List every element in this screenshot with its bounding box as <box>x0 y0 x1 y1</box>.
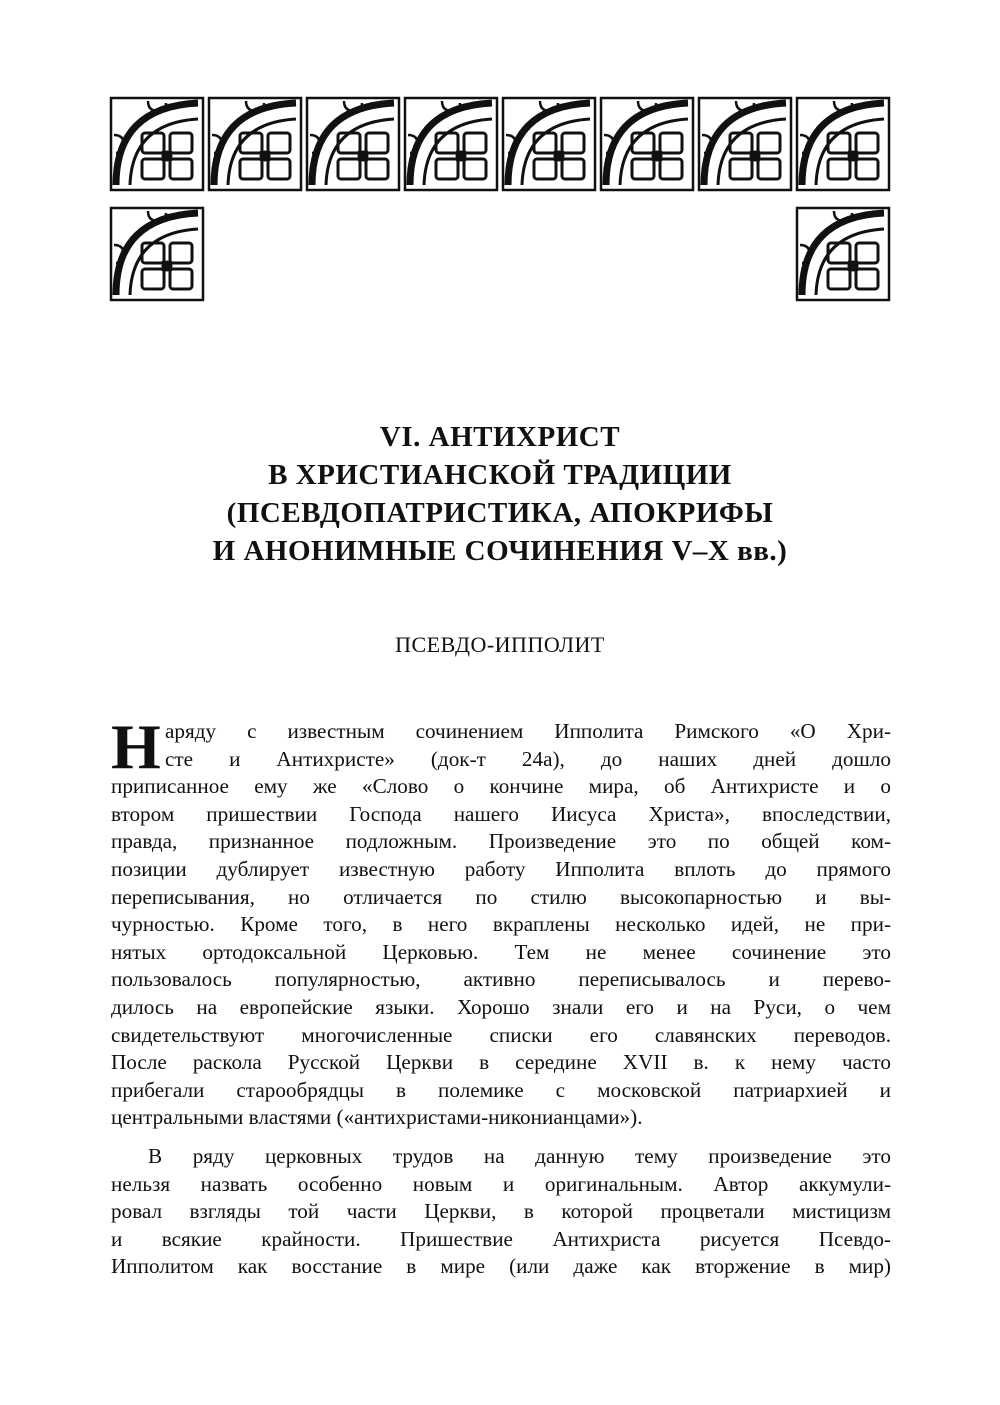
text-line: нятых ортодоксальной Церковью. Тем не менее сочинение это <box>111 939 891 964</box>
drop-cap: Н <box>111 711 161 782</box>
text-line: правда, признанное подложным. Произведение это по общей ком- <box>111 829 891 854</box>
text-line: дилось на европейские языки. Хорошо знали его и на Руси, о чем <box>111 994 891 1019</box>
text-line: прибегали старообрядцы в полемике с московской патриархией и <box>111 1077 891 1102</box>
text-line: ровал взгляды той части Церкви, в которой процветали мистицизм <box>111 1199 891 1224</box>
text-line: пользовалось популярностью, активно переписывалось и перево- <box>111 967 891 992</box>
text-line: нельзя назвать особенно новым и оригинальным. Автор аккумули- <box>111 1171 891 1196</box>
section-title: ПСЕВДО-ИППОЛИТ <box>395 632 605 657</box>
text-line: позиции дублирует известную работу Ипполита вплоть до прямого <box>111 856 891 881</box>
text-line: свидетельствуют многочисленные списки его славянских переводов. <box>111 1022 891 1047</box>
text-line: переписывания, но отличается по стилю высокопарностью и вы- <box>111 884 891 909</box>
text-line: и всякие крайности. Пришествие Антихриста рисуется Псевдо- <box>111 1226 891 1251</box>
paragraph-1 <box>111 711 891 1132</box>
paragraph-2 <box>111 1143 891 1281</box>
text-line: чурностью. Кроме того, в него вкраплены несколько идей, не при- <box>111 912 891 937</box>
chapter-heading <box>100 418 900 570</box>
decorative-ornament-header <box>108 95 896 310</box>
text-line: В ряду церковных трудов на данную тему произведение это <box>148 1143 891 1168</box>
chapter-heading-line: (ПСЕВДОПАТРИСТИКА, АПОКРИФЫ <box>226 497 774 529</box>
body-text <box>111 711 891 1281</box>
text-line: Ипполитом как восстание в мире (или даже как вторжение в мир) <box>111 1254 891 1279</box>
text-line: втором пришествии Господа нашего Иисуса Христа», впоследствии, <box>111 801 891 826</box>
chapter-heading-line: И АНОНИМНЫЕ СОЧИНЕНИЯ V–X вв.) <box>212 535 788 567</box>
chapter-heading-line: В ХРИСТИАНСКОЙ ТРАДИЦИИ <box>268 459 732 491</box>
text-line: центральными властями («антихристами-никонианцами»). <box>111 1105 643 1130</box>
chapter-heading-line: VI. АНТИХРИСТ <box>379 421 621 453</box>
text-line: После раскола Русской Церкви в середине XVII в. к нему часто <box>111 1050 891 1075</box>
text-line: приписанное ему же «Слово о кончине мира, об Антихристе и о <box>111 774 891 799</box>
text-line: сте и Антихристе» (док-т 24а), до наших дней дошло <box>165 746 891 771</box>
text-line: аряду с известным сочинением Ипполита Римского «О Хри- <box>165 719 891 743</box>
